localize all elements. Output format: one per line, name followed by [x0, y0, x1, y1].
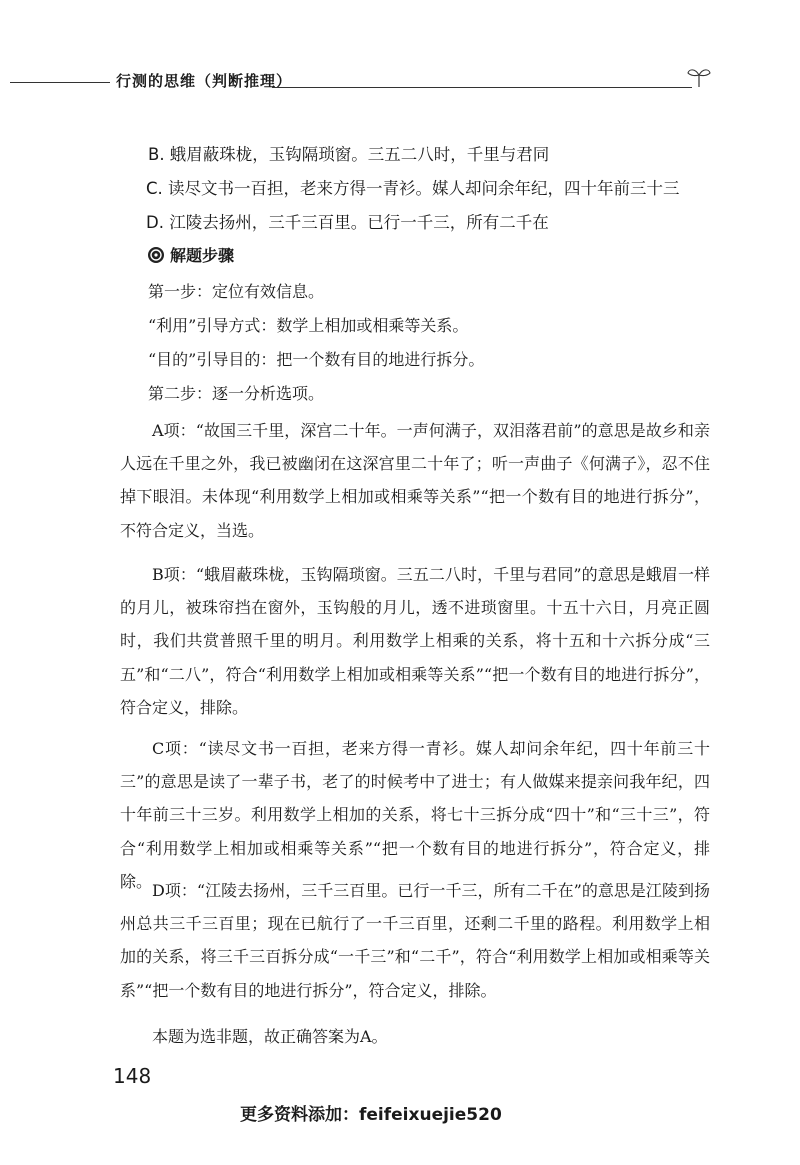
analysis-d: D项：“江陵去扬州，三千三百里。已行一千三，所有二千在”的意思是江陵到扬州总共三千三百里；现在已航行了一千三百里，还剩二千里的路程。利用数学上相加的关系，将三千三百拆分成“一千三”和“二千”，符合“利用数学上相加或相乘等关系”“把一个数有目的地进行拆分”，符合定义，排除。 — [120, 881, 710, 1000]
step-1: 第一步：定位有效信息。 — [148, 282, 325, 301]
analysis-c: C项：“读尽文书一百担，老来方得一青衫。媒人却问余年纪，四十年前三十三”的意思是读了一辈子书，老了的时候考中了进士；有人做媒来提亲问我年纪，四十年前三十三岁。利用数学上相加的关系，将七十三拆分成“四十”和“三十三”，符合“利用数学上相加或相乘等关系”“把一个数有目的地进行拆分”，符合定义，排除。 — [120, 739, 710, 891]
analysis-a: A项：“故国三千里，深宫二十年。一声何满子，双泪落君前”的意思是故乡和亲人远在千里之外，我已被幽闭在这深宫里二十年了；听一声曲子《何满子》，忍不住掉下眼泪。未体现“利用数学上相加或相乘等关系”“把一个数有目的地进行拆分”，不符合定义，当选。 — [120, 421, 710, 540]
step-3: “目的”引导目的：把一个数有目的地进行拆分。 — [148, 350, 485, 369]
header-rule-right — [272, 87, 692, 88]
option-b: B. 蛾眉蔽珠栊，玉钩隔琐窗。三五二八时，千里与君同 — [148, 145, 550, 164]
analysis-b: B项：“蛾眉蔽珠栊，玉钩隔琐窗。三五二八时，千里与君同”的意思是蛾眉一样的月儿，被珠帘挡在窗外，玉钩般的月儿，透不进琐窗里。十五十六日，月亮正圆时，我们共赏普照千里的明月。利用数学上相乘的关系，将十五和十六拆分成“三五”和“二八”，符合“利用数学上相加或相乘等关系”“把一个数有目的地进行拆分”，符合定义，排除。 — [120, 565, 710, 717]
step-4: 第二步：逐一分析选项。 — [148, 384, 325, 403]
header-rule-left — [10, 82, 110, 83]
solution-heading-label: 解题步骤 — [170, 246, 235, 265]
option-c: C. 读尽文书一百担，老来方得一青衫。媒人却问余年纪，四十年前三十三 — [146, 179, 680, 198]
sprout-icon — [686, 66, 712, 88]
steps-badge-icon — [148, 247, 164, 263]
step-2: “利用”引导方式：数学上相加或相乘等关系。 — [148, 316, 469, 335]
solution-heading — [148, 244, 234, 268]
header-title: 行测的思维（判断推理） — [116, 72, 293, 90]
conclusion: 本题为选非题，故正确答案为A。 — [152, 1027, 388, 1046]
running-header — [0, 66, 800, 100]
page-number: 148 — [113, 1064, 152, 1088]
option-d: D. 江陵去扬州，三千三百里。已行一千三，所有二千在 — [146, 213, 549, 232]
footer-note: 更多资料添加：feifeixuejie520 — [240, 1105, 502, 1125]
